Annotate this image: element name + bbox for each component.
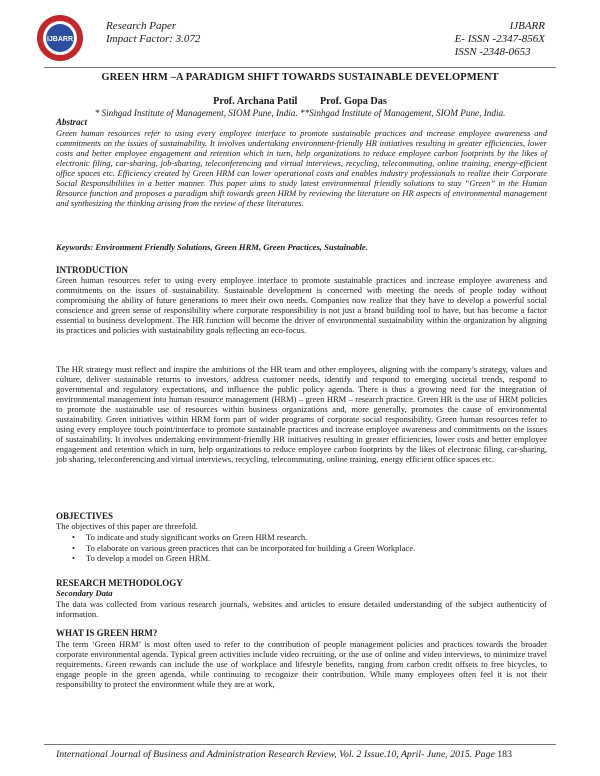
methodology-text: The data was collected from various research journals, websites and articles to ensure detailed understanding of the subject authenticity of information. <box>56 599 547 620</box>
logo-text: IJBARR <box>46 36 74 43</box>
header-left <box>106 20 200 46</box>
header-divider <box>44 67 556 68</box>
impact-factor: Impact Factor: 3.072 <box>106 33 201 45</box>
keywords: Keywords: Environment Friendly Solutions, Green HRM, Green Practices, Sustainable. <box>56 242 368 252</box>
issn: ISSN -2348-0653 <box>454 46 531 58</box>
e-issn: E- ISSN -2347-856X <box>454 33 545 45</box>
objectives-intro: The objectives of this paper are threefold. <box>56 521 198 531</box>
introduction-paragraph-2: The HR strategy must reflect and inspire the ambitions of the HR team and other employees, aligning with the company’s strategy, values and culture, deliver sustainable returns to investors, address customer needs, identify and respond to emerging societal trends, respond to governmental and regulatory expectations, and influence the public policy agenda. There is thus a growing need for the integration of environmental management into human resource management (HRM) – green HRM – research practice. Green HR is the use of HRM policies to promote the sustainable use of resources within business organizations and, more generally, promotes the cause of environmental sustainability. Green initiatives within HRM form part of wider programs of corporate social responsibility. Green human resources refer to using every employee touch point/interface to promote sustainable practices and increase employee awareness and commitments on the issues of sustainability. It involves undertaking environment-friendly HR initiatives resulting in greater efficiencies, lower costs and better employee engagement and retention which in turn, help organizations to reduce employee carbon footprints by the likes of electronic filing, car-sharing, job sharing, teleconferencing and virtual interviews, recycling, telecommuting, online training, energy efficient office spaces etc. <box>56 364 547 465</box>
list-item: • To elaborate on various green practices that can be incorporated for building a Green Workplace. <box>56 543 547 554</box>
list-item: • To develop a model on Green HRM. <box>56 553 547 564</box>
abstract-text: Green human resources refer to using every employee interface to promote sustainable practices and increase employee awareness and commitments on the issues of sustainability. It involves undertaking environment-friendly HR initiatives resulting in greater efficiencies, lower costs and better employee engagement and retention which in turn, help organizations to reduce employee carbon footprints by the likes of electronic filing, car-sharing, job-sharing, teleconferencing and virtual interviews, recycling, telecommuting, online training, energy-efficient office spaces etc. Efficiency created by Green HRM can lower operational costs and enables industry professionals to realize their Corporate Social Responsibilities in a better manner. This paper aims to study latest environmental friendly solutions to stay “Green” in the Human Resource function and proposes a paradigm shift towards green HRM by reviewing the literature on HR aspects of environmental management and synthesizing the thinking arising from the review of these literatures. <box>56 128 547 209</box>
author-1: Prof. Archana Patil <box>213 96 298 107</box>
footer-divider <box>44 744 556 745</box>
objectives-list <box>56 532 547 564</box>
objectives-heading: OBJECTIVES <box>56 511 114 521</box>
introduction-heading: INTRODUCTION <box>56 265 129 275</box>
methodology-heading: RESEARCH METHODOLOGY <box>56 578 183 588</box>
page-footer <box>56 749 547 760</box>
what-is-green-hrm-text: The term ‘Green HRM’ is most often used to refer to the contribution of people management policies and practices towards the broader corporate environmental agenda. Typical green activities include video recruiting, or the use of online and video interviews, to minimize travel requirements. Green rewards can include the use of workplace and lifestyle benefits, ranging from carbon credit offsets to free bicycles, to engage people in the green agenda, while continuing to recognize their contribution. While many employees often feel it is not their responsibility to protect the environment while they are at work, <box>56 639 547 690</box>
list-item: • To indicate and study significant works on Green HRM research. <box>56 532 547 543</box>
footer-citation: International Journal of Business and Administration Research Review, Vol. 2 Issue.10, April- June, 2015. Page <box>56 749 495 760</box>
header-right <box>455 20 545 59</box>
page-number: 183 <box>497 749 512 760</box>
author-2: Prof. Gopa Das <box>319 96 387 107</box>
journal-logo <box>36 14 84 62</box>
paper-title: GREEN HRM –A PARADIGM SHIFT TOWARDS SUSTAINABLE DEVELOPMENT <box>101 72 499 83</box>
abstract-heading: Abstract <box>56 117 88 127</box>
introduction-paragraph-1: Green human resources refer to using every employee interface to promote sustainable practices and increase employee awareness and commitments on the issues of sustainability. Sustainable development is concerned with meeting the needs of people today without compromising the ability of future generations to meet their own needs. Companies now realize that they have to develop a powerful social conscience and green sense of responsibility where corporate responsibility is not just a brand building tool to have, but has become a factor essential to business development. The HR function will become the driver of environmental sustainability within the organization by aligning its practices and policies with sustainability goals reflecting an eco-focus. <box>56 275 547 336</box>
journal-abbrev: IJBARR <box>509 20 545 32</box>
affiliation: * Sinhgad Institute of Management, SIOM Pune, India. **Sinhgad Institute of Management, SIOM Pune, India. <box>94 108 506 118</box>
paper-type: Research Paper <box>106 20 177 32</box>
author-list <box>0 96 600 107</box>
what-is-green-hrm-heading: WHAT IS GREEN HRM? <box>56 628 158 638</box>
secondary-data-heading: Secondary Data <box>56 588 113 598</box>
